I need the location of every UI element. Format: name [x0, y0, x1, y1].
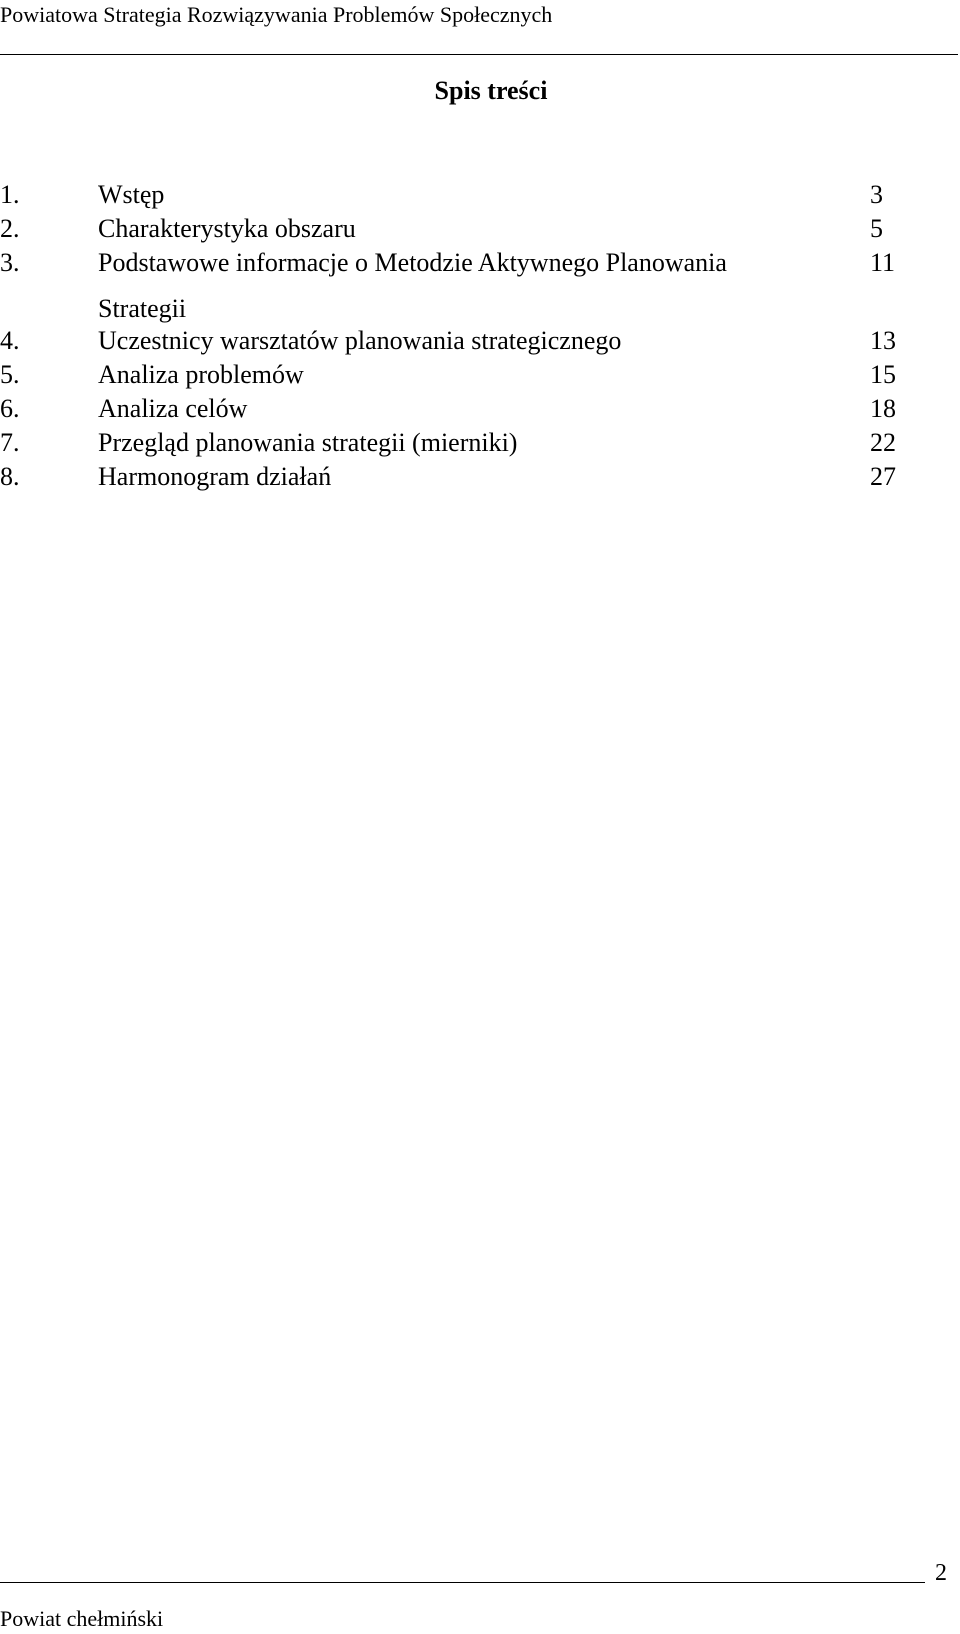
toc-entry-title: Przegląd planowania strategii (mierniki): [98, 428, 518, 457]
toc-entry[interactable]: [0, 460, 960, 494]
toc-entry[interactable]: [0, 426, 960, 460]
toc-entry[interactable]: [0, 358, 960, 392]
toc-entry-title: Uczestnicy warsztatów planowania strategicznego: [98, 326, 622, 355]
toc-entry[interactable]: [0, 392, 960, 426]
toc-entry[interactable]: [0, 212, 960, 246]
toc-entry-page: 13: [870, 326, 896, 355]
toc-entry-title: Analiza problemów: [98, 360, 304, 389]
running-footer: Powiat chełmiński: [0, 1606, 164, 1631]
toc-entry-page: 18: [870, 394, 896, 423]
toc-entry-page: 15: [870, 360, 896, 389]
toc-entry-title-continuation: Strategii: [98, 294, 187, 323]
toc-entry-page: 27: [870, 462, 896, 491]
toc-entry[interactable]: [0, 246, 960, 324]
toc-entry-title: Harmonogram działań: [98, 462, 332, 491]
header-divider: [0, 54, 958, 55]
toc-entry-number: 8.: [0, 462, 20, 491]
toc-entry-number: 5.: [0, 360, 20, 389]
toc-entry-title: Analiza celów: [98, 394, 248, 423]
toc-entry-number: 7.: [0, 428, 20, 457]
running-header: Powiatowa Strategia Rozwiązywania Problemów Społecznych: [0, 2, 553, 27]
toc-entry-number: 4.: [0, 326, 20, 355]
toc-entry-page: 22: [870, 428, 896, 457]
toc-entry-title-wrapped: [98, 246, 828, 326]
toc-entry[interactable]: [0, 324, 960, 358]
toc-entry-title: Wstęp: [98, 180, 165, 209]
toc-entry-number: 6.: [0, 394, 20, 423]
toc-entry-number: 3.: [0, 248, 20, 277]
table-of-contents: [0, 178, 960, 494]
page-number: 2: [935, 1560, 947, 1586]
toc-entry-page: 11: [870, 248, 896, 277]
toc-entry-title: Podstawowe informacje o Metodzie Aktywnego Planowania: [98, 248, 727, 277]
toc-entry[interactable]: [0, 178, 960, 212]
toc-entry-title: Charakterystyka obszaru: [98, 214, 356, 243]
toc-entry-page: 3: [870, 180, 883, 209]
toc-entry-number: 2.: [0, 214, 20, 243]
toc-entry-page: 5: [870, 214, 883, 243]
toc-title: Spis treści: [434, 76, 548, 105]
footer-divider: [0, 1582, 925, 1583]
toc-entry-number: 1.: [0, 180, 20, 209]
